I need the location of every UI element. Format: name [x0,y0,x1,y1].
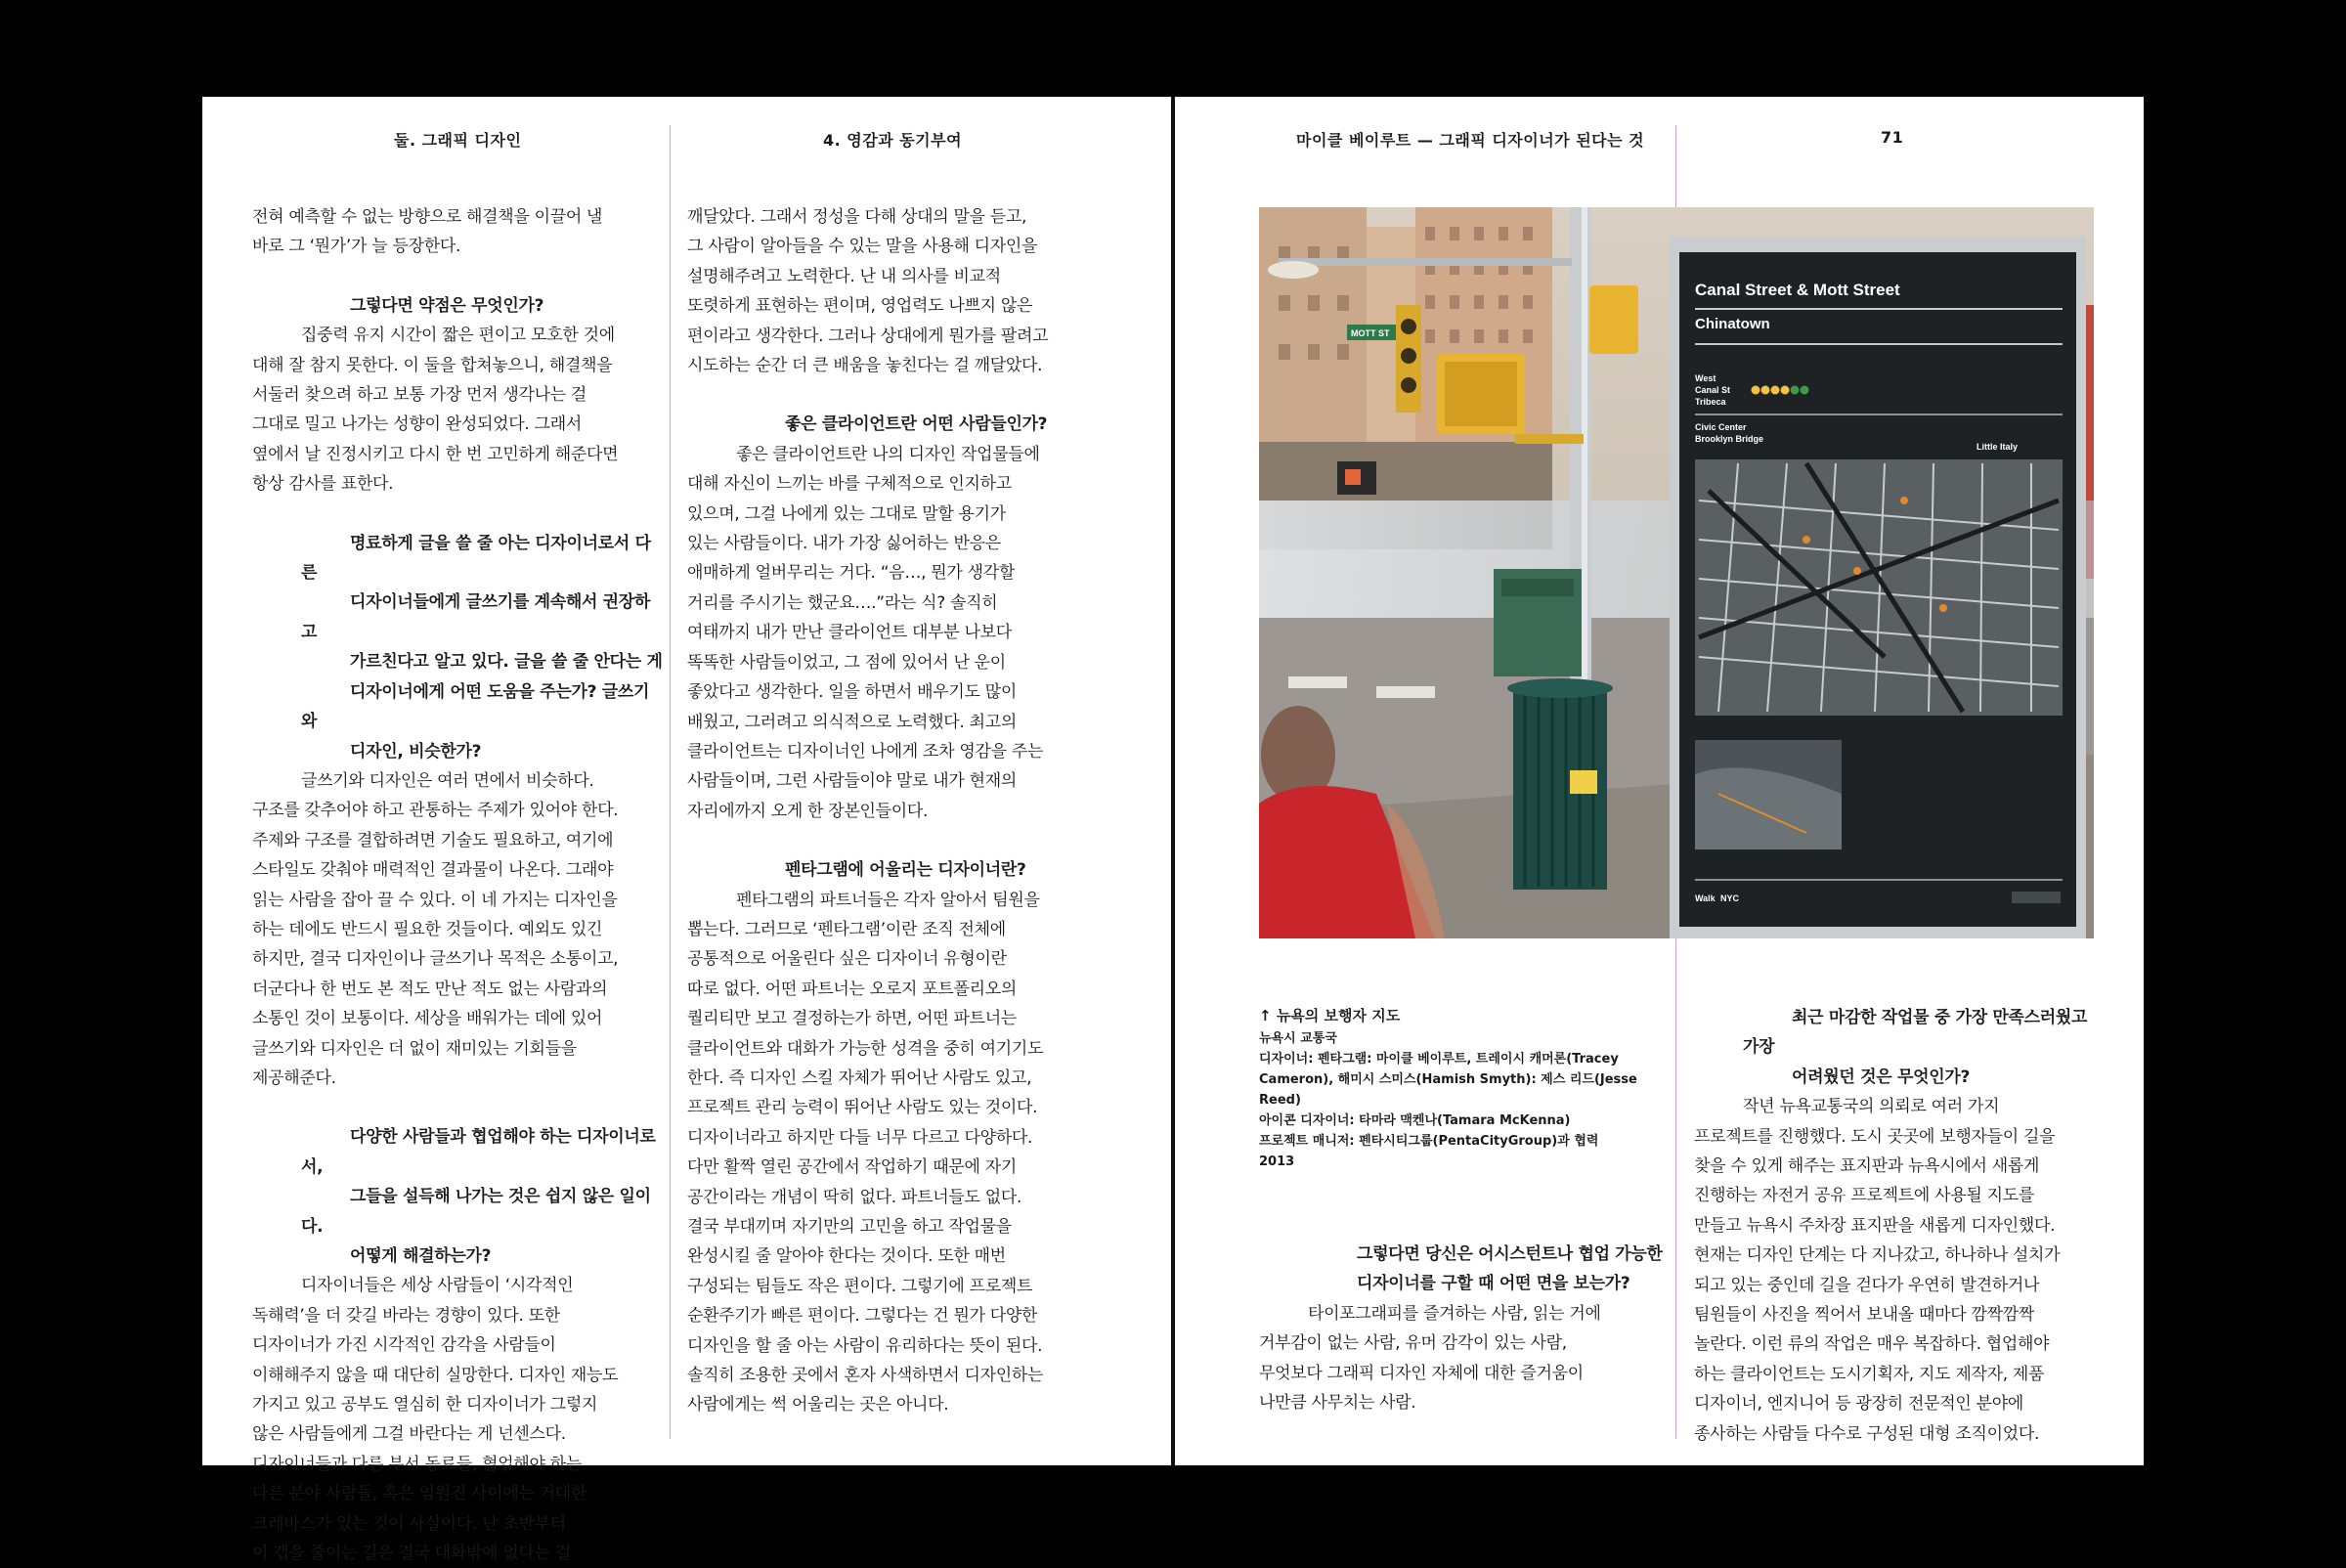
caption-year: 2013 [1259,1154,1295,1169]
street-sign-text: MOTT ST [1351,328,1390,338]
interview-question-line: 펜타그램에 어울리는 디자이너란? [785,860,1026,881]
body-text-line: 디자인을 할 줄 아는 사람이 유리하다는 뜻이 된다. [687,1335,1043,1356]
sign-dir-tribeca: Tribeca [1695,397,1726,407]
wayfinding-photo [1259,207,2094,938]
body-text-line: 뽑는다. 그러므로 ‘펜타그램’이란 조직 전체에 [687,919,1006,939]
body-text-line: 무엇보다 그래픽 디자인 자체에 대한 즐거움이 [1259,1363,1584,1383]
text-column-1 [252,202,663,1568]
body-text-line: 되고 있는 중인데 길을 걷다가 우연히 발견하거나 [1694,1275,2040,1295]
caption-icon-designer: 아이콘 디자이너: 타마라 맥켄나(Tamara McKenna) [1259,1113,1571,1128]
body-text-line: 만들고 뉴욕시 주차장 표지판을 새롭게 디자인했다. [1694,1215,2056,1236]
book-gutter [1171,97,1175,1465]
running-head-chapter: 4. 영감과 동기부여 [823,131,963,150]
caption-title: 뉴욕의 보행자 지도 [1276,1007,1401,1024]
body-text-line: 애매하게 얼버무리는 거다. “음…, 뭔가 생각할 [687,563,1016,584]
interview-question-line: 그들을 설득해 나가는 것은 쉽지 않은 일이다. [301,1187,651,1237]
body-text-line: 글쓰기와 디자인은 여러 면에서 비슷하다. [301,770,594,791]
sign-street-map [1695,459,2063,716]
body-text-line: 대해 잘 참지 못한다. 이 둘을 합쳐놓으니, 해결책을 [252,355,613,375]
body-text-line: 디자이너라고 하지만 다들 너무 다르고 다양하다. [687,1127,1033,1148]
body-text-line: 진행하는 자전거 공유 프로젝트에 사용될 지도를 [1694,1186,2034,1206]
body-text-line: 있는 사람들이다. 내가 가장 싫어하는 반응은 [687,534,1001,554]
body-text-line: 프로젝트 관리 능력이 뛰어난 사람도 있는 것이다. [687,1098,1038,1118]
body-text-line: 디자이너들은 세상 사람들이 ‘시각적인 [301,1276,574,1296]
body-text-line: 제공해준다. [252,1067,336,1088]
body-text-line: 작년 뉴욕교통국의 의뢰로 여러 가지 [1743,1097,2000,1117]
body-text-line: 하는 데에도 반드시 필요한 것들이다. 예외도 있긴 [252,919,603,939]
body-text-line: 나만큼 사무치는 사람. [1259,1393,1416,1414]
sign-title: Canal Street & Mott Street [1695,281,1900,299]
body-text-line: 프로젝트를 진행했다. 도시 곳곳에 보행자들이 길을 [1694,1126,2056,1147]
paragraph-gap [687,380,1098,410]
body-text-line: 공통적으로 어울린다 싶은 디자이너 유형이란 [687,949,1007,970]
body-text-line: 옆에서 날 진정시키고 다시 한 번 고민하게 해준다면 [252,444,619,464]
paragraph-gap [252,500,663,529]
body-text-line: 배웠고, 그러려고 의식적으로 노력했다. 최고의 [687,712,1017,732]
sign-footer-walk: Walk [1695,893,1716,903]
sign-footer-nyc: NYC [1720,893,1740,903]
body-text-line: 소통인 것이 보통이다. 세상을 배워가는 데에 있어 [252,1009,603,1029]
sign-dir-west: West [1695,373,1716,383]
body-text-line: 하는 클라이언트는 도시기획자, 지도 제작자, 제품 [1694,1364,2045,1384]
body-text-line: 팀원들이 사진을 찍어서 보내올 때마다 깜짝깜짝 [1694,1305,2034,1326]
body-text-line: 따로 없다. 어떤 파트너는 오로지 포트폴리오의 [687,979,1017,999]
body-text-line: 찾을 수 있게 해주는 표지판과 뉴욕시에서 새롭게 [1694,1156,2040,1177]
sign-dir-little-italy: Little Italy [1977,442,2019,452]
interview-question-line: 좋은 클라이언트란 어떤 사람들인가? [785,414,1048,435]
body-text-line: 똑똑한 사람들이었고, 그 점에 있어서 난 운이 [687,652,1006,673]
body-text-line: 한다. 즉 디자인 스킬 자체가 뛰어난 사람도 있고, [687,1067,1032,1088]
sign-overview-map [1695,740,1842,849]
body-text-line: 여태까지 내가 만난 클라이언트 대부분 나보다 [687,623,1012,643]
body-text-line: 사람들이며, 그런 사람들이야 말로 내가 현재의 [687,771,1017,792]
interview-question-line: 명료하게 글을 쓸 줄 아는 디자이너로서 다른 [301,533,651,584]
body-text-line: 스타일도 갖춰야 매력적인 결과물이 나온다. 그래야 [252,860,614,881]
body-text-line: 사람에게는 썩 어울리는 곳은 아니다. [687,1395,949,1416]
body-text-line: 더군다나 한 번도 본 적도 만난 적도 없는 사람과의 [252,979,608,999]
body-text-line: 현재는 디자인 단계는 다 지나갔고, 하나하나 설치가 [1694,1245,2061,1266]
caption-designers: 디자이너: 펜타그램: 마이클 베이루트, 트레이시 캐머론(Tracey [1259,1052,1619,1067]
body-text-line: 주제와 구조를 결합하려면 기술도 필요하고, 여기에 [252,830,614,850]
body-text-line: 순환주기가 빠른 편이다. 그렇다는 건 뭔가 다양한 [687,1306,1038,1327]
body-text-line: 디자이너가 가진 시각적인 감각을 사람들이 [252,1335,556,1356]
body-text-line: 클라이언트는 디자이너인 나에게 조차 영감을 주는 [687,741,1044,762]
interview-question-line: 디자이너를 구할 때 어떤 면을 보는가? [1357,1274,1630,1294]
column-rule-left [670,125,671,1439]
caption-project-manager: 프로젝트 매니저: 펜타시티그룹(PentaCityGroup)과 협력 [1259,1134,1599,1149]
text-column-2 [687,202,1098,1420]
body-text-line: 결국 부대끼며 자기만의 고민을 하고 작업물을 [687,1217,1012,1237]
paragraph-gap [687,826,1098,855]
up-arrow-icon: ↑ [1259,1007,1272,1024]
interview-question-line: 다양한 사람들과 협업해야 하는 디자이너로서, [301,1127,656,1177]
photo-caption [1259,1005,1650,1172]
body-text-line: 공간이라는 개념이 딱히 없다. 파트너들도 없다. [687,1187,1022,1207]
body-text-line: 않은 사람들에게 그걸 바란다는 게 넌센스다. [252,1424,566,1445]
body-text-line: 펜타그램의 파트너들은 각자 알아서 팀원을 [736,890,1040,910]
body-text-line: 거리를 주시기는 했군요….”라는 식? 솔직히 [687,592,998,613]
interview-question-line: 최근 마감한 작업물 중 가장 만족스러웠고 가장 [1743,1008,2088,1058]
body-text-line: 전혀 예측할 수 없는 방향으로 해결책을 이끌어 낼 [252,207,603,227]
sign-dir-canal: Canal St [1695,385,1731,395]
body-text-line: 디자이너들과 다른 부서 동료들, 협업해야 하는 [252,1454,582,1474]
body-text-line: 대해 자신이 느끼는 바를 구체적으로 인지하고 [687,474,1012,495]
body-text-line: 설명해주려고 노력한다. 난 내 의사를 비교적 [687,266,1001,286]
body-text-line: 디자이너, 엔지니어 등 광장히 전문적인 분야에 [1694,1394,2023,1415]
body-text-line: 완성시킬 줄 알아야 한다는 것이다. 또한 매번 [687,1246,1006,1267]
body-text-line: 구조를 갖추어야 하고 관통하는 주제가 있어야 한다. [252,801,619,821]
body-text-line: 이 갭을 줄이는 길은 결국 대화밖에 없다는 걸 [252,1544,571,1564]
body-text-line: 구성되는 팀들도 작은 편이다. 그렇기에 프로젝트 [687,1276,1033,1296]
interview-question-line: 어떻게 해결하는가? [350,1246,492,1266]
body-text-line: 읽는 사람을 잡아 끌 수 있다. 이 네 가지는 디자인을 [252,890,618,910]
body-text-line: 깨달았다. 그래서 정성을 다해 상대의 말을 듣고, [687,207,1027,227]
body-text-line: 클라이언트와 대화가 가능한 성격을 중히 여기기도 [687,1038,1044,1059]
sign-neighborhood: Chinatown [1695,316,1770,332]
body-text-line: 솔직히 조용한 곳에서 혼자 사색하면서 디자인하는 [687,1366,1044,1386]
interview-question-line: 어려웠던 것은 무엇인가? [1792,1067,1971,1087]
running-head-book-title: 마이클 베이루트 — 그래픽 디자이너가 된다는 것 [1296,131,1645,150]
paragraph-gap [252,262,663,291]
body-text-line: 종사하는 사람들 다수로 구성된 대형 조직이었다. [1694,1423,2040,1444]
interview-question-line: 가르친다고 알고 있다. 글을 쓸 줄 안다는 게 [350,652,663,673]
body-text-line: 편이라고 생각한다. 그러나 상대에게 뭔가를 팔려고 [687,326,1049,346]
body-text-line: 독해력’을 더 갖길 바라는 경향이 있다. 또한 [252,1305,560,1326]
page-number: 71 [1881,128,1904,147]
interview-question-line: 그렇다면 당신은 어시스턴트나 협업 가능한 [1357,1244,1663,1264]
running-head-section: 둘. 그래픽 디자인 [394,131,522,150]
body-text-line: 다만 활짝 열린 공간에서 작업하기 때문에 자기 [687,1157,1017,1178]
body-text-line: 거부감이 없는 사람, 유머 감각이 있는 사람, [1259,1333,1567,1354]
sign-dir-civic: Civic Center [1695,422,1747,432]
body-text-line: 그대로 밀고 나가는 성향이 완성되었다. 그래서 [252,414,582,435]
body-text-line: 이해해주지 않을 때 대단히 실망한다. 디자인 재능도 [252,1365,619,1385]
body-text-line: 있으며, 그걸 나에게 있는 그대로 말할 용기가 [687,503,1006,524]
body-text-line: 시도하는 순간 더 큰 배움을 놓친다는 걸 깨달았다. [687,356,1043,376]
text-column-4 [1694,1003,2105,1449]
interview-question-line: 디자이너에게 어떤 도움을 주는가? 글쓰기와 [301,681,650,732]
body-text-line: 좋은 클라이언트란 나의 디자인 작업물들에 [736,444,1040,464]
body-text-line: 퀄리티만 보고 결정하는가 하면, 어떤 파트너는 [687,1009,1017,1029]
text-column-3 [1259,1240,1670,1417]
body-text-line: 좋았다고 생각한다. 일을 하면서 배우기도 많이 [687,682,1017,703]
paragraph-gap [252,1093,663,1122]
body-text-line: 타이포그래피를 즐겨하는 사람, 읽는 거에 [1308,1303,1601,1324]
interview-question-line: 디자이너들에게 글쓰기를 계속해서 권장하고 [301,592,651,642]
body-text-line: 다른 분야 사람들, 혹은 임원진 사이에는 거대한 [252,1484,587,1504]
body-text-line: 항상 감사를 표한다. [252,474,394,495]
interview-question-line: 디자인, 비슷한가? [350,741,482,762]
body-text-line: 가지고 있고 공부도 열심히 한 디자이너가 그렇지 [252,1395,598,1416]
body-text-line: 바로 그 ‘뭔가’가 늘 등장한다. [252,237,461,257]
body-text-line: 집중력 유지 시간이 짧은 편이고 모호한 것에 [301,326,615,346]
caption-designers-3: Reed) [1259,1093,1301,1108]
sign-dir-brooklyn: Brooklyn Bridge [1695,434,1764,444]
body-text-line: 또렷하게 표현하는 편이며, 영업력도 나쁘지 않은 [687,296,1033,317]
interview-question-line: 그렇다면 약점은 무엇인가? [350,295,544,316]
body-text-line: 그 사람이 알아들을 수 있는 말을 사용해 디자인을 [687,237,1038,257]
caption-client: 뉴욕시 교통국 [1259,1031,1337,1046]
body-text-line: 서둘러 찾으려 하고 보통 가장 먼저 생각나는 걸 [252,385,587,406]
body-text-line: 크레바스가 있는 것이 사실이다. 난 초반부터 [252,1513,566,1534]
body-text-line: 하지만, 결국 디자인이나 글쓰기나 목적은 소통이고, [252,949,619,970]
body-text-line: 글쓰기와 디자인은 더 없이 재미있는 기회들을 [252,1038,577,1059]
body-text-line: 자리에까지 오게 한 장본인들이다. [687,801,929,821]
body-text-line: 놀란다. 이런 류의 작업은 매우 복잡하다. 협업해야 [1694,1334,2050,1355]
caption-designers-2: Cameron), 해미시 스미스(Hamish Smyth): 제스 리드(Jesse [1259,1072,1637,1087]
